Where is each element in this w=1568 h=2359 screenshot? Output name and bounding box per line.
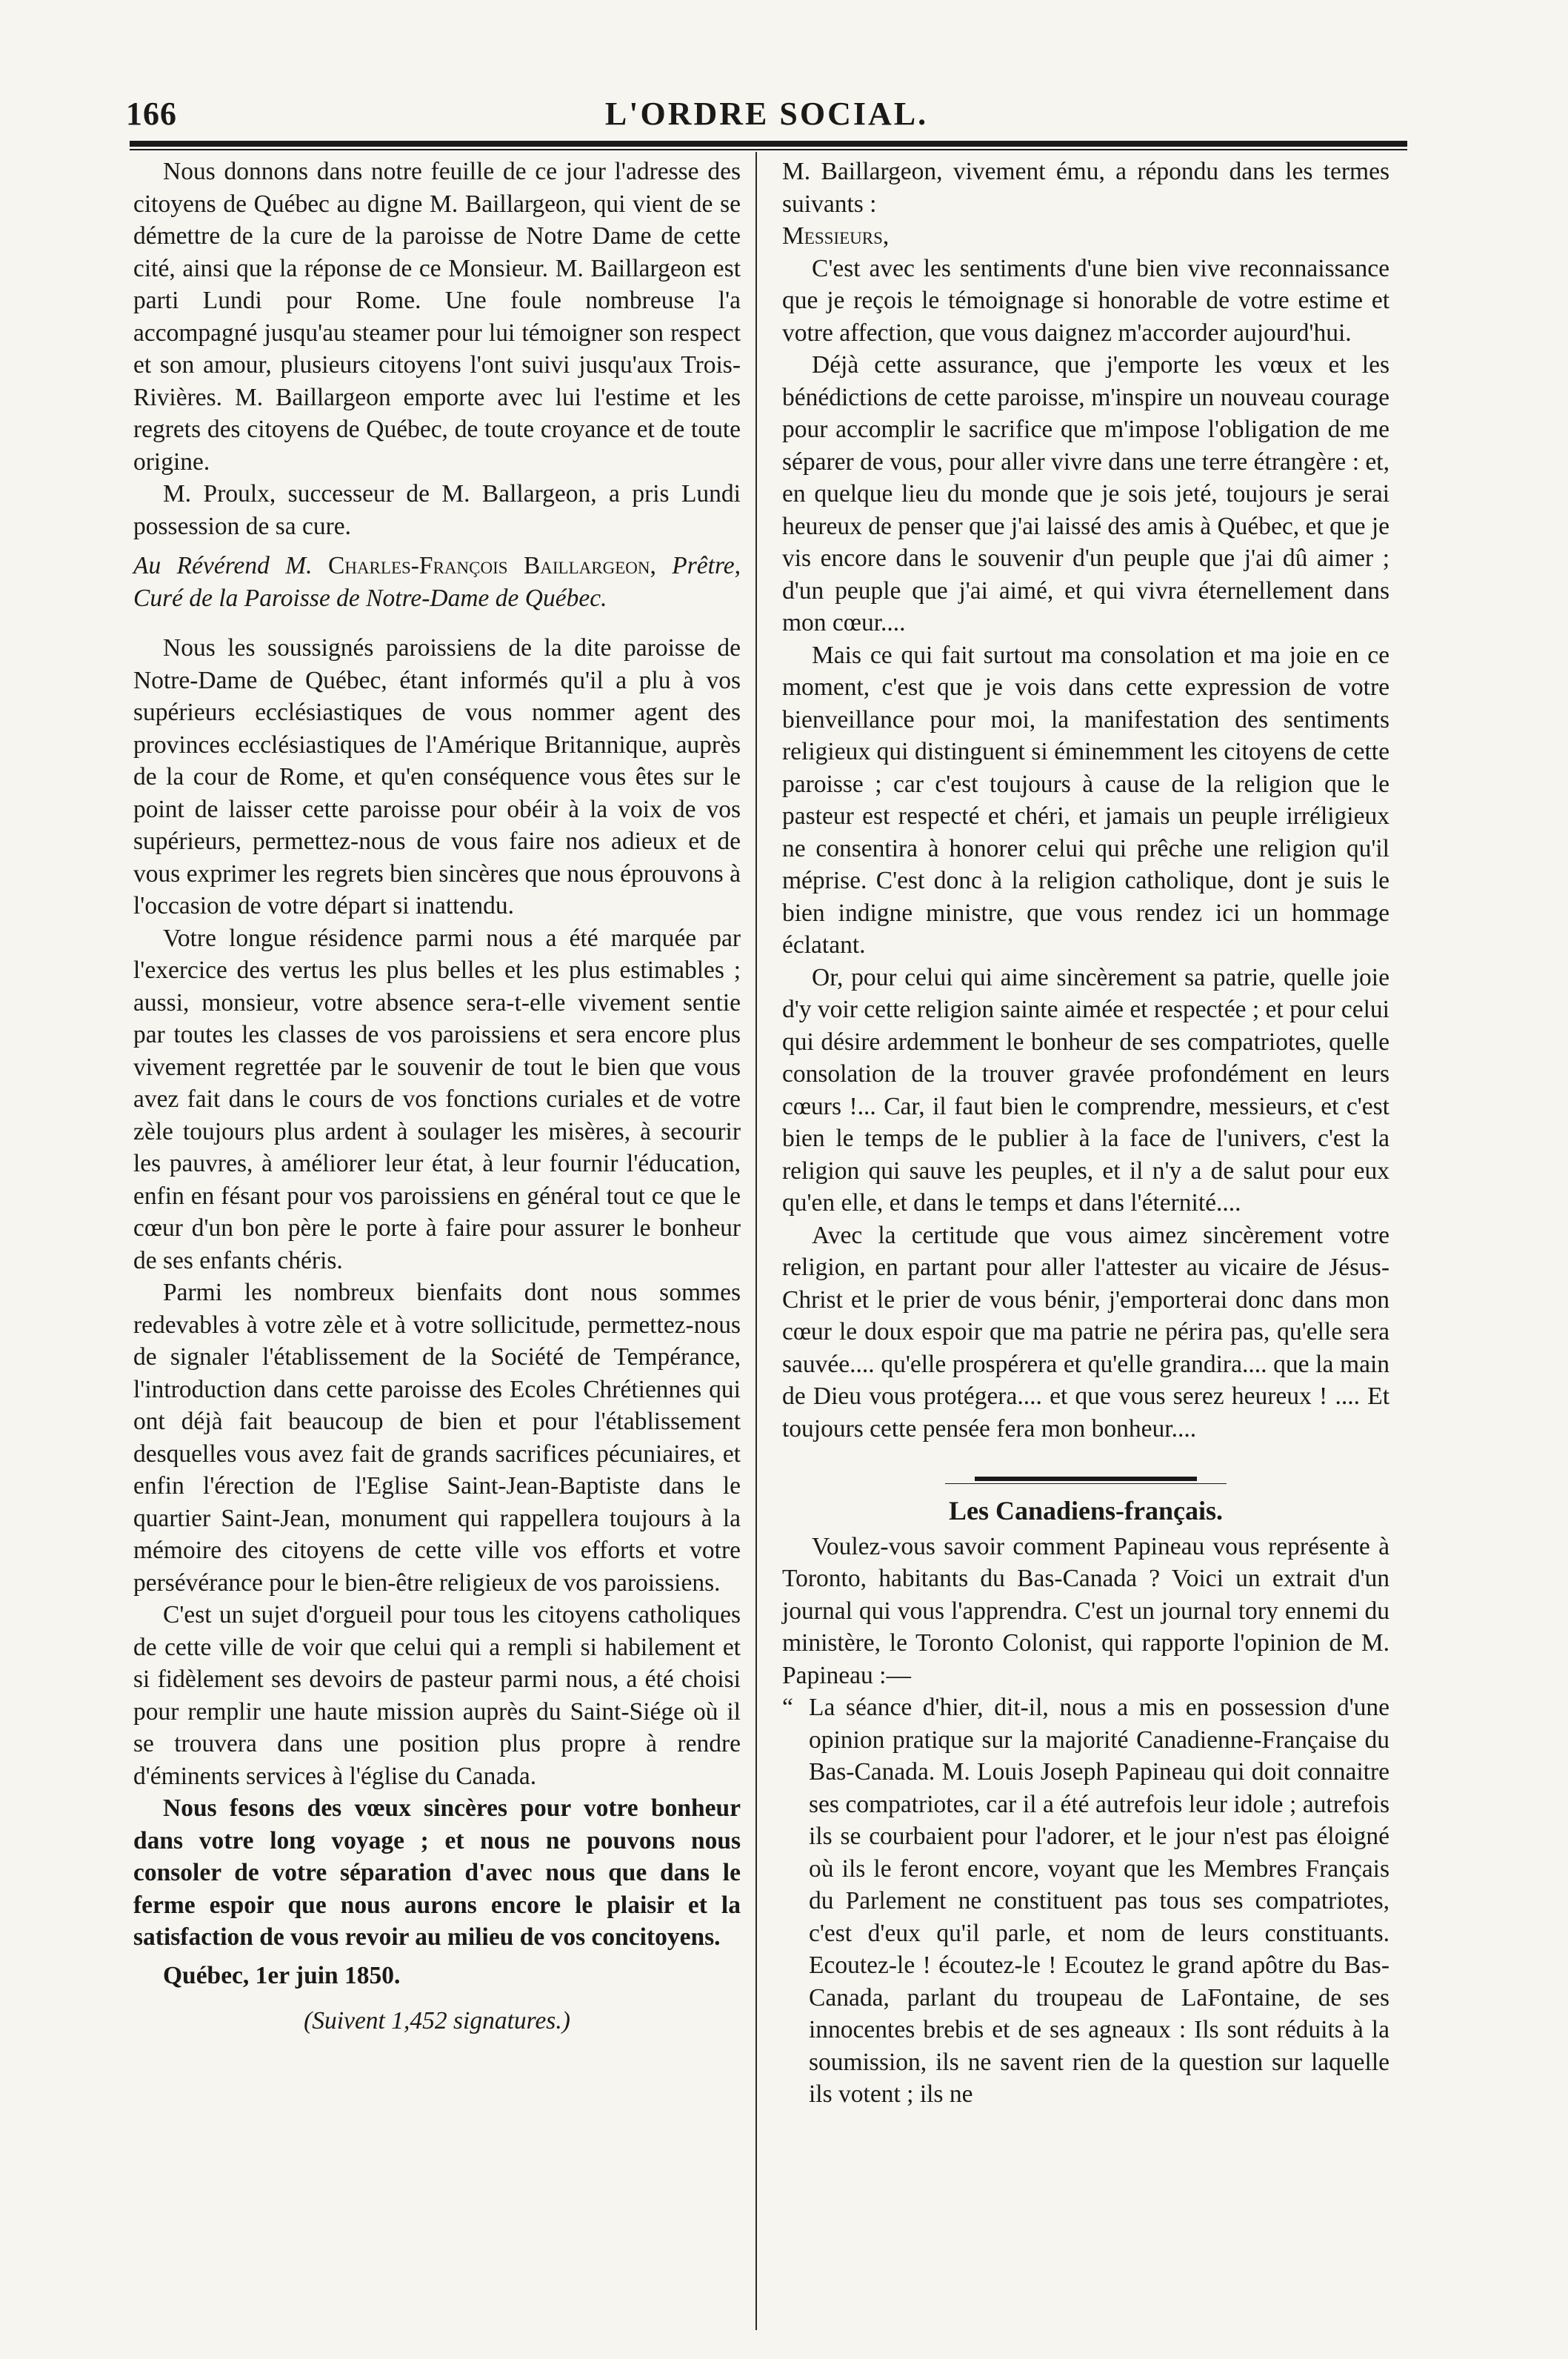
reply-paragraph: Mais ce qui fait surtout ma consolation et ma joie en ce moment, c'est que je vois dans cette expression de votre bienveillance pour moi, la manifestation des sentiments religieux qui distinguent si éminemment les citoyens de cette paroisse ; car c'est toujours à cause de la religion que le pasteur est respecté et chéri, et jamais un peuple irréligieux ne consentira à honorer celui qui prêche une religion qu'il méprise. C'est donc à la religion catholique, dont je suis le bien indigne ministre, que vous rendez ici un hommage éclatant. xyxy=(782,641,1389,959)
salutation: Messieurs, xyxy=(782,222,890,250)
reply-paragraph: Déjà cette assurance, que j'emporte les vœux et les bénédictions de cette paroisse, m'inspire un nouveau courage pour accomplir le sacrifice que m'impose l'obligation de me séparer de vous, pour aller vivre dans une terre étrangère : et, en quelque lieu du monde que je sois jeté, toujours je serai heureux de penser que j'ai laissé des amis à Québec, et que je vis encore dans le souvenir d'un peuple que j'ai dû aimer ; d'un peuple que j'ai aimé, et qui vivra éternellement dans mon cœur.... xyxy=(782,351,1389,636)
address-paragraph: Nous fesons des vœux sincères pour votre bonheur dans votre long voyage ; et nous ne pouvons nous consoler de votre séparation d'avec nous que dans le ferme espoir que nous aurons encore le plaisir et la satisfaction de vous revoir au milieu de vos concitoyens. xyxy=(133,1794,741,1951)
header-rule-thin xyxy=(130,149,1407,150)
intro-paragraph: Nous donnons dans notre feuille de ce jour l'adresse des citoyens de Québec au digne M. Baillargeon, qui vient de se démettre de la cure de la paroisse de Notre Dame de cette cité, ainsi que la réponse de ce Monsieur. M. Baillargeon est parti Lundi pour Rome. Une foule nombreuse l'a accompagné jusqu'au steamer pour lui témoigner son respect et son amour, plusieurs citoyens l'ont suivi jusqu'aux Trois-Rivières. M. Baillargeon emporte avec lui l'estime et les regrets des citoyens de Québec, de toute croyance et de toute origine. xyxy=(133,158,741,476)
address-name: Charles-François Baillargeon, xyxy=(327,552,656,579)
reply-paragraph: Avec la certitude que vous aimez sincèrement votre religion, en partant pour aller l'attester au vicaire de Jésus-Christ et le prier de vous bénir, j'emporterai donc dans mon cœur le doux espoir que ma patrie ne périra pas, qu'elle sera sauvée.... qu'elle prospérera et qu'elle grandira.... que la main de Dieu vous protégera.... et que vous serez heureux ! .... Et toujours cette pensée fera mon bonheur.... xyxy=(782,1221,1389,1443)
address-lead: Au Révérend M. xyxy=(133,552,313,579)
reply-intro: M. Baillargeon, vivement ému, a répondu dans les termes suivants : xyxy=(782,158,1389,218)
reply-paragraph: C'est avec les sentiments d'une bien vive reconnaissance que je reçois le témoignage si honorable de votre estime et votre affection, que vous daignez m'accorder aujourd'hui. xyxy=(782,254,1389,347)
address-paragraph: Nous les soussignés paroissiens de la dite paroisse de Notre-Dame de Québec, étant informés qu'il a plu à vos supérieurs ecclésiastiques de vous nommer agent des provinces ecclésiastiques de l'Amérique Britannique, auprès de la cour de Rome, et qu'en conséquence vous êtes sur le point de laisser cette paroisse pour obéir à la voix de vos supérieurs, permettez-nous de vous faire nos adieux et de vous exprimer les regrets bien sincères que nous éprouvons à l'occasion de votre départ si inattendu. xyxy=(133,634,741,919)
quoted-extract: “ La séance d'hier, dit-il, nous a mis en possession d'une opinion pratique sur la majorité Canadienne-Française du Bas-Canada. M. Louis Joseph Papineau qui doit connaitre ses compatriotes, car il a été autrefois leur idole ; autrefois ils se courbaient pour l'adorer, et le jour n'est pas éloigné où ils le feront encore, voyant que les Membres Français du Parlement ne constituent pas tous ses compatriotes, c'est d'eux qu'il parle, et nom de leurs constituants. Ecoutez-le ! écoutez-le ! Ecoutez le grand apôtre du Bas-Canada, parlant du troupeau de LaFontaine, de ses innocentes brebis et de ses agneaux : Ils sont réduits à la soumission, ils ne savent rien de la question sur laquelle ils votent ; ils ne xyxy=(782,1691,1389,2111)
page-number: 166 xyxy=(126,96,177,132)
address-paragraph: Parmi les nombreux bienfaits dont nous sommes redevables à votre zèle et à votre sollicitude, permettez-nous de signaler l'établissement de la Société de Tempérance, l'introduction dans cette paroisse des Ecoles Chrétiennes qui ont déjà fait beaucoup de bien et pour l'établissement desquelles vous avez fait de grands sacrifices pécuniaires, et enfin l'érection de l'Eglise Saint-Jean-Baptiste dans le quartier Saint-Jean, monument qui rappellera toujours à la mémoire des citoyens de cette ville vos efforts et votre persévérance pour le bien-être religieux de vos paroissiens. xyxy=(133,1279,741,1597)
dateline: Québec, 1er juin 1850. xyxy=(163,1961,401,1989)
section-intro: Voulez-vous savoir comment Papineau vous représente à Toronto, habitants du Bas-Canada ? Voici un extrait d'un journal qui vous l'apprendra. C'est un journal tory ennemi du ministère, le Toronto Colonist, qui rapporte l'opinion de M. Papineau :— xyxy=(782,1532,1389,1689)
right-column xyxy=(782,156,1389,2111)
reply-paragraph: Or, pour celui qui aime sincèrement sa patrie, quelle joie d'y voir cette religion sainte aimée et respectée ; et pour celui qui désire ardemment le bonheur de ses compatriotes, quelle consolation de la trouver gravée profondément en leurs cœurs !... Car, il faut bien le comprendre, messieurs, et c'est bien le temps de le publier à la face de l'univers, c'est la religion qui sauve les peuples, et il n'y a de salut pour eux qu'en elle, et dans le temps et dans l'éternité.... xyxy=(782,963,1389,1217)
address-paragraph: C'est un sujet d'orgueil pour tous les citoyens catholiques de cette ville de voir que celui qui a rempli si habilement et si fidèlement ses devoirs de pasteur parmi nous, a été choisi pour remplir une haute mission auprès du Saint-Siége où il se trouvera dans une position plus propre à rendre d'éminents services à l'église du Canada. xyxy=(133,1601,741,1790)
header-rule xyxy=(130,141,1407,147)
journal-title: L'ORDRE SOCIAL. xyxy=(604,96,929,132)
section-ornament xyxy=(975,1474,1197,1485)
page-header xyxy=(126,95,1407,139)
left-column xyxy=(133,156,741,2037)
address-rest: Prêtre, Curé de la Paroisse de Notre-Dame de Québec. xyxy=(133,552,741,612)
ornament-line xyxy=(945,1483,1227,1484)
section-title: Les Canadiens-français. xyxy=(948,1496,1224,1525)
signature-count: (Suivent 1,452 signatures.) xyxy=(304,2007,570,2034)
address-heading xyxy=(133,550,741,614)
column-divider xyxy=(755,152,757,2330)
ornament-bar xyxy=(975,1477,1197,1481)
intro-paragraph: M. Proulx, successeur de M. Ballargeon, a pris Lundi possession de sa cure. xyxy=(133,480,741,540)
address-paragraph: Votre longue résidence parmi nous a été marquée par l'exercice des vertus les plus belles et les plus estimables ; aussi, monsieur, votre absence sera-t-elle vivement sentie par toutes les classes de vos paroissiens et sera encore plus vivement regrettée par le souvenir de tout le bien que vous avez fait dans le cours de vos fonctions curiales et de votre zèle toujours plus ardent à soulager les misères, à secourir les pauvres, à améliorer leur état, à leur fournir l'éducation, enfin en fésant pour vos paroissiens en général tout ce que le cœur d'un bon père le porte à faire pour assurer le bonheur de ses enfants chéris. xyxy=(133,924,741,1274)
